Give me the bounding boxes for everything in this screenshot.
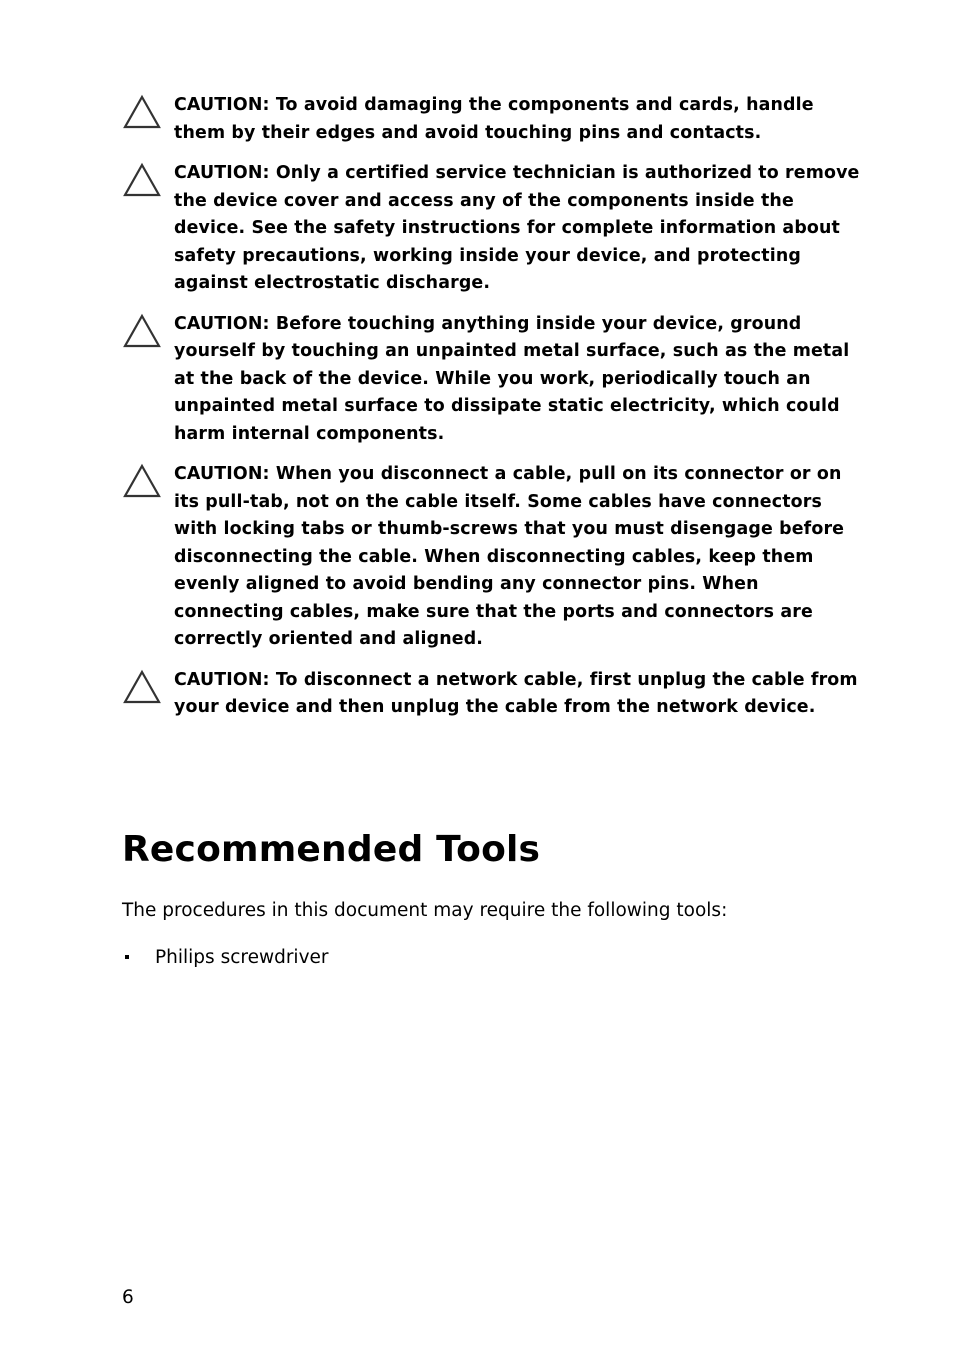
caution-text: CAUTION: Before touching anything inside your device, ground yourself by touching an unpainted metal surface, such as the metal at the back of the device. While you work, periodically touch an unpainted metal surface to dissipate static electricity, which could harm internal components. (174, 313, 850, 444)
tool-name: Philips screwdriver (155, 946, 329, 968)
section-title: Recommended Tools (122, 829, 541, 870)
caution-note (122, 311, 862, 449)
page-number: 6 (122, 1287, 134, 1308)
section-intro: The procedures in this document may require the following tools: (122, 900, 728, 921)
tool-list (122, 943, 329, 971)
warning-triangle-icon (122, 463, 174, 503)
caution-list (122, 92, 862, 735)
warning-triangle-icon (122, 313, 174, 353)
list-item (122, 943, 329, 971)
warning-triangle-icon (122, 162, 174, 202)
caution-text: CAUTION: When you disconnect a cable, pull on its connector or on its pull-tab, not on the cable itself. Some cables have connectors with locking tabs or thumb-screws that you must disengage before disconnecting the cable. When disconnecting cables, keep them evenly aligned to avoid bending any connector pins. When connecting cables, make sure that the ports and connectors are correctly oriented and aligned. (174, 464, 845, 649)
caution-note (122, 160, 862, 298)
warning-triangle-icon (122, 669, 174, 709)
bullet-icon (125, 955, 129, 959)
caution-text: CAUTION: To disconnect a network cable, first unplug the cable from your device and then unplug the cable from the network device. (174, 669, 858, 717)
caution-text: CAUTION: Only a certified service technician is authorized to remove the device cover and access any of the components inside the device. See the safety instructions for complete information about safety precautions, working inside your device, and protecting against electrostatic discharge. (174, 163, 860, 293)
caution-note (122, 667, 862, 722)
caution-text: CAUTION: To avoid damaging the components and cards, handle them by their edges and avoid touching pins and contacts. (174, 95, 814, 143)
warning-triangle-icon (122, 94, 174, 134)
caution-note (122, 92, 862, 147)
caution-note (122, 461, 862, 654)
